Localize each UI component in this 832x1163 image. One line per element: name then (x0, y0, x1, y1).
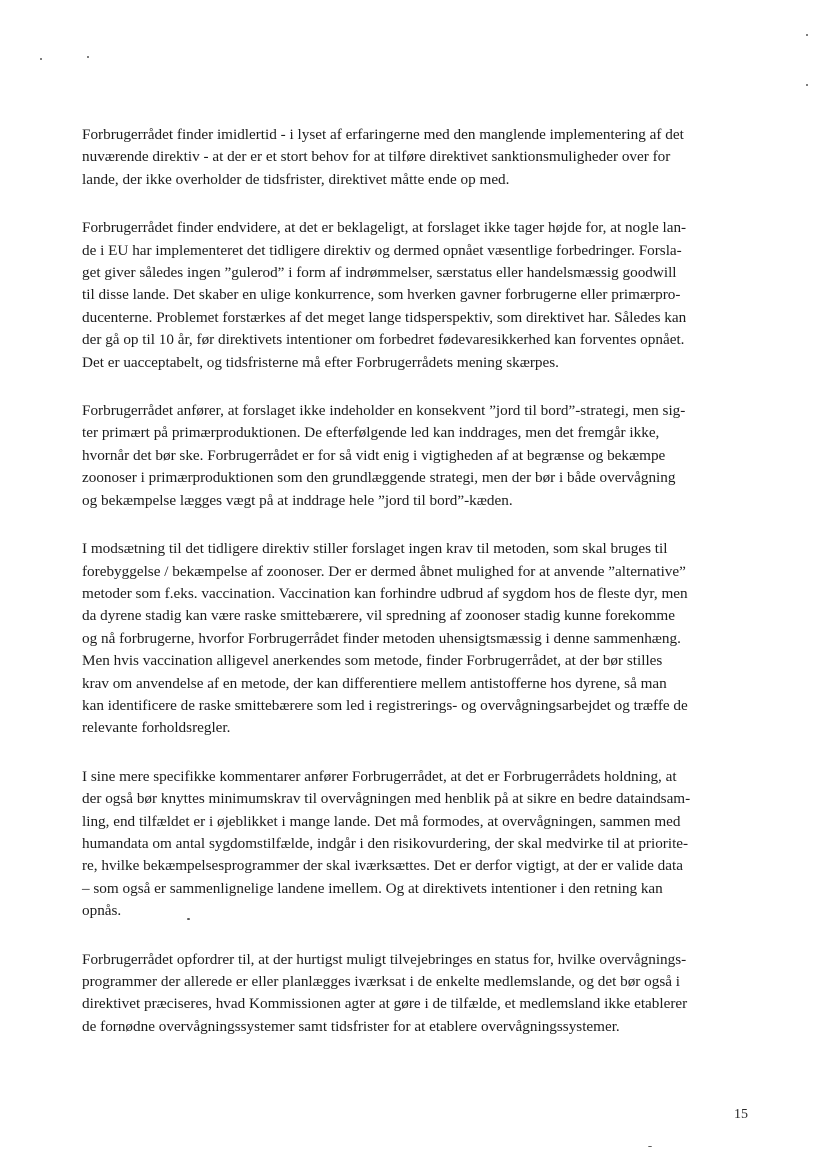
text-line: de fornødne overvågningssystemer samt tidsfrister for at etablere overvågningssystemer. (82, 1017, 620, 1035)
text-line: humandata om antal sygdomstilfælde, indgår i den risikovurdering, der skal medvirke til at priorite- (82, 834, 689, 852)
text-line: Forbrugerrådet opfordrer til, at der hurtigst muligt tilvejebringes en status for, hvilke overvågnings- (82, 950, 687, 968)
text-line: relevante forholdsregler. (82, 719, 231, 737)
text-line: forebyggelse / bekæmpelse af zoonoser. Der er dermed åbnet mulighed for at anvende ”alternative” (82, 562, 686, 580)
text-line: kan identificere de raske smittebærere som led i registrerings- og overvågningsarbejdet og træffe de (82, 696, 688, 714)
text-line: hvornår det bør ske. Forbrugerrådet er for så vidt enig i vigtigheden af at begrænse og bekæmpe (82, 446, 666, 464)
scan-speck (806, 34, 808, 36)
text-line: krav om anvendelse af en metode, der kan differentiere mellem antistofferne hos dyrene, så man (82, 674, 667, 692)
text-line: ling, end tilfældet er i øjeblikket i mange lande. Det må formodes, at overvågningen, sammen med (82, 812, 681, 830)
text-line: de i EU har implementeret det tidligere direktiv og dermed opnået væsentlige forbedringer. Forsla- (82, 241, 682, 259)
text-line: opnås. (82, 902, 122, 920)
text-line: programmer der allerede er eller planlægges iværksat i de enkelte medlemslande, og det bør også i (82, 973, 681, 990)
text-line: re, hvilke bekæmpelsesprogrammer der skal iværksættes. Det er derfor vigtigt, at der er valide data (82, 857, 683, 875)
text-line: lande, der ikke overholder de tidsfrister, direktivet måtte ende op med. (82, 170, 510, 188)
document-body (82, 124, 750, 1064)
text-line: da dyrene stadig kan være raske smittebærere, vil spredning af zoonoser stadig kunne forekomme (82, 607, 675, 625)
scan-speck (40, 58, 42, 60)
paragraph-jord-til-bord (82, 400, 750, 512)
scan-speck (648, 1146, 652, 1147)
text-line: Det er uacceptabelt, og tidsfristerne må efter Forbrugerrådets mening skærpes. (82, 353, 559, 371)
text-line: get giver således ingen ”gulerod” i form af indrømmelser, særstatus eller handelsmæssig goodwill (82, 264, 677, 282)
text-line: og bekæmpelse lægges vægt på at inddrage hele ”jord til bord”-kæden. (82, 491, 513, 509)
text-line: og nå forbrugerne, hvorfor Forbrugerrådet finder metoden uhensigtsmæssig i denne sammenhæng. (82, 629, 681, 647)
paragraph-vaccination (82, 538, 750, 740)
paragraph-status (82, 949, 750, 1039)
text-line: I sine mere specifikke kommentarer anfører Forbrugerrådet, at det er Forbrugerrådets holdning, at (82, 767, 677, 785)
scan-speck (806, 84, 808, 86)
text-line: Forbrugerrådet anfører, at forslaget ikke indeholder en konsekvent ”jord til bord”-strategi, men sig- (82, 402, 686, 420)
text-line: til disse lande. Det skaber en ulige konkurrence, som hverken gavner forbrugerne eller primærpro- (82, 286, 681, 304)
text-line: ter primært på primærproduktionen. De efterfølgende led kan inddrages, men det fremgår ikke, (82, 424, 660, 442)
text-line: nuværende direktiv - at der er et stort behov for at tilføre direktivet sanktionsmuligheder over for (82, 148, 671, 166)
text-line: metoder som f.eks. vaccination. Vaccination kan forhindre udbrud af sygdom hos de fleste dyr, men (82, 584, 688, 602)
paragraph-sanctions (82, 124, 750, 191)
page-number: 15 (734, 1107, 748, 1122)
text-line: der også bør knyttes minimumskrav til overvågningen med henblik på at sikre en bedre dataindsam- (82, 790, 691, 808)
text-line: direktivet præciseres, hvad Kommissionen agter at gøre i de tilfælde, et medlemsland ikke etablerer (82, 995, 688, 1013)
paragraph-implementation (82, 217, 750, 374)
text-line: Men hvis vaccination alligevel anerkendes som metode, finder Forbrugerrådet, at der bør stilles (82, 652, 663, 670)
text-line: Forbrugerrådet finder imidlertid - i lyset af erfaringerne med den manglende implementering af det (82, 126, 684, 143)
text-line: zoonoser i primærproduktionen som den grundlæggende strategi, men der bør i både overvågning (82, 469, 676, 487)
text-line: ducenterne. Problemet forstærkes af det meget lange tidsperspektiv, som direktivet har. Således kan (82, 308, 687, 326)
text-line: der gå op til 10 år, før direktivets intentioner om forbedret fødevaresikkerhed kan forventes opnået. (82, 331, 685, 349)
scan-speck (87, 56, 89, 58)
paragraph-monitoring (82, 766, 750, 923)
text-line: – som også er sammenlignelige landene imellem. Og at direktivets intentioner i den retning kan (82, 879, 663, 897)
text-line: I modsætning til det tidligere direktiv stiller forslaget ingen krav til metoden, som skal bruges til (82, 540, 668, 558)
text-line: Forbrugerrådet finder endvidere, at det er beklageligt, at forslaget ikke tager højde for, at nogle lan- (82, 219, 687, 237)
